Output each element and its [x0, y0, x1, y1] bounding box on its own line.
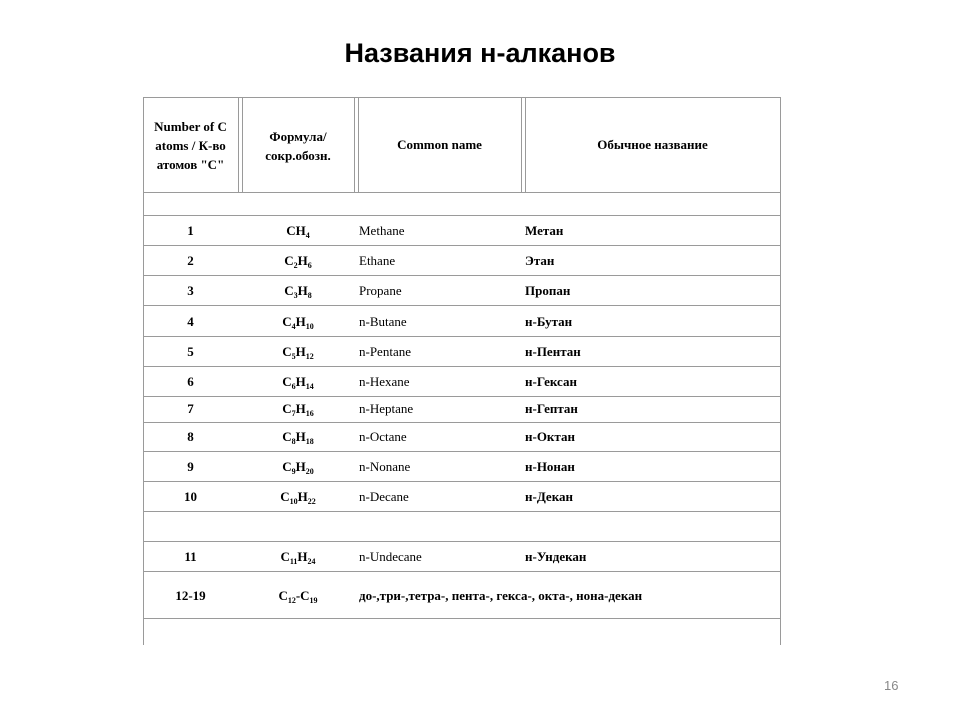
carbon-count: 2: [187, 253, 194, 268]
common-name: n-Hexane: [359, 374, 410, 389]
common-name: Ethane: [359, 253, 396, 268]
russian-name: н-Пентан: [525, 344, 581, 359]
russian-name: н-Октан: [525, 429, 575, 444]
formula: $C_{12}-C_{19}$: [278, 588, 318, 605]
formula: $C_7H_{16}$: [282, 401, 314, 418]
russian-name: Метан: [525, 223, 564, 238]
common-name: n-Nonane: [359, 459, 411, 474]
formula: $C_6H_{14}$: [282, 374, 314, 391]
header-text: атомов "С": [156, 157, 225, 172]
table-top-border: [143, 97, 781, 98]
carbon-count: 11: [184, 549, 197, 564]
header-formula: [242, 127, 354, 165]
common-name: n-Heptane: [359, 401, 414, 416]
russian-name: н-Бутан: [525, 314, 573, 329]
carbon-count: 5: [187, 344, 194, 359]
common-name: n-Decane: [359, 489, 409, 504]
row-divider: [143, 336, 781, 337]
header-text: сокр.обозн.: [265, 148, 331, 163]
carbon-count: 12-19: [175, 588, 206, 603]
row-divider: [143, 541, 781, 542]
row-divider: [143, 245, 781, 246]
russian-name: н-Гептан: [525, 401, 578, 416]
header-common-name: Common name: [397, 137, 482, 152]
russian-name: н-Нонан: [525, 459, 575, 474]
row-divider: [143, 366, 781, 367]
formula: $C_2H_6$: [284, 253, 312, 270]
row-divider: [143, 192, 781, 193]
common-name: n-Butane: [359, 314, 407, 329]
row-divider: [143, 396, 781, 397]
header-carbon-count: [143, 117, 238, 174]
page-title: Названия н-алканов: [344, 38, 616, 68]
page-number: 16: [884, 678, 899, 693]
formula: $C_8H_{18}$: [282, 429, 314, 446]
russian-name: Этан: [525, 253, 555, 268]
formula: $CH_4$: [286, 223, 310, 240]
carbon-count: 9: [187, 459, 194, 474]
header-text: Формула/: [269, 129, 327, 144]
formula: $C_4H_{10}$: [282, 314, 314, 331]
formula: $C_3H_8$: [284, 283, 312, 300]
carbon-count: 4: [187, 314, 194, 329]
carbon-count: 6: [187, 374, 194, 389]
formula: $C_{10}H_{22}$: [280, 489, 316, 506]
row-divider: [143, 511, 781, 512]
common-name: n-Pentane: [359, 344, 411, 359]
carbon-count: 1: [187, 223, 194, 238]
common-name: n-Undecane: [359, 549, 422, 564]
carbon-count: 10: [184, 489, 197, 504]
russian-name: н-Ундекан: [525, 549, 587, 564]
common-name: Propane: [359, 283, 402, 298]
prefix-names: до-,три-,тетра-, пента-, гекса-, окта-, нона-декан: [359, 588, 643, 603]
carbon-count: 7: [187, 401, 194, 416]
header-text: Number of C: [154, 119, 227, 134]
common-name: Methane: [359, 223, 405, 238]
carbon-count: 8: [187, 429, 194, 444]
russian-name: н-Гексан: [525, 374, 577, 389]
row-divider: [143, 305, 781, 306]
header-divider: [354, 97, 355, 192]
formula: $C_9H_{20}$: [282, 459, 314, 476]
formula: $C_5H_{12}$: [282, 344, 314, 361]
header-russian-name: Обычное название: [597, 137, 708, 152]
russian-name: Пропан: [525, 283, 571, 298]
row-divider: [143, 215, 781, 216]
row-divider: [143, 618, 781, 619]
formula: $C_{11}H_{24}$: [280, 549, 316, 566]
row-divider: [143, 481, 781, 482]
common-name: n-Octane: [359, 429, 407, 444]
table-right-border: [780, 97, 781, 645]
header-text: atoms / К-во: [155, 138, 226, 153]
alkane-names-table: [143, 97, 781, 645]
row-divider: [143, 571, 781, 572]
russian-name: н-Декан: [525, 489, 573, 504]
row-divider: [143, 422, 781, 423]
carbon-count: 3: [187, 283, 194, 298]
header-divider: [521, 97, 522, 192]
row-divider: [143, 451, 781, 452]
row-divider: [143, 275, 781, 276]
header-divider: [238, 97, 239, 192]
